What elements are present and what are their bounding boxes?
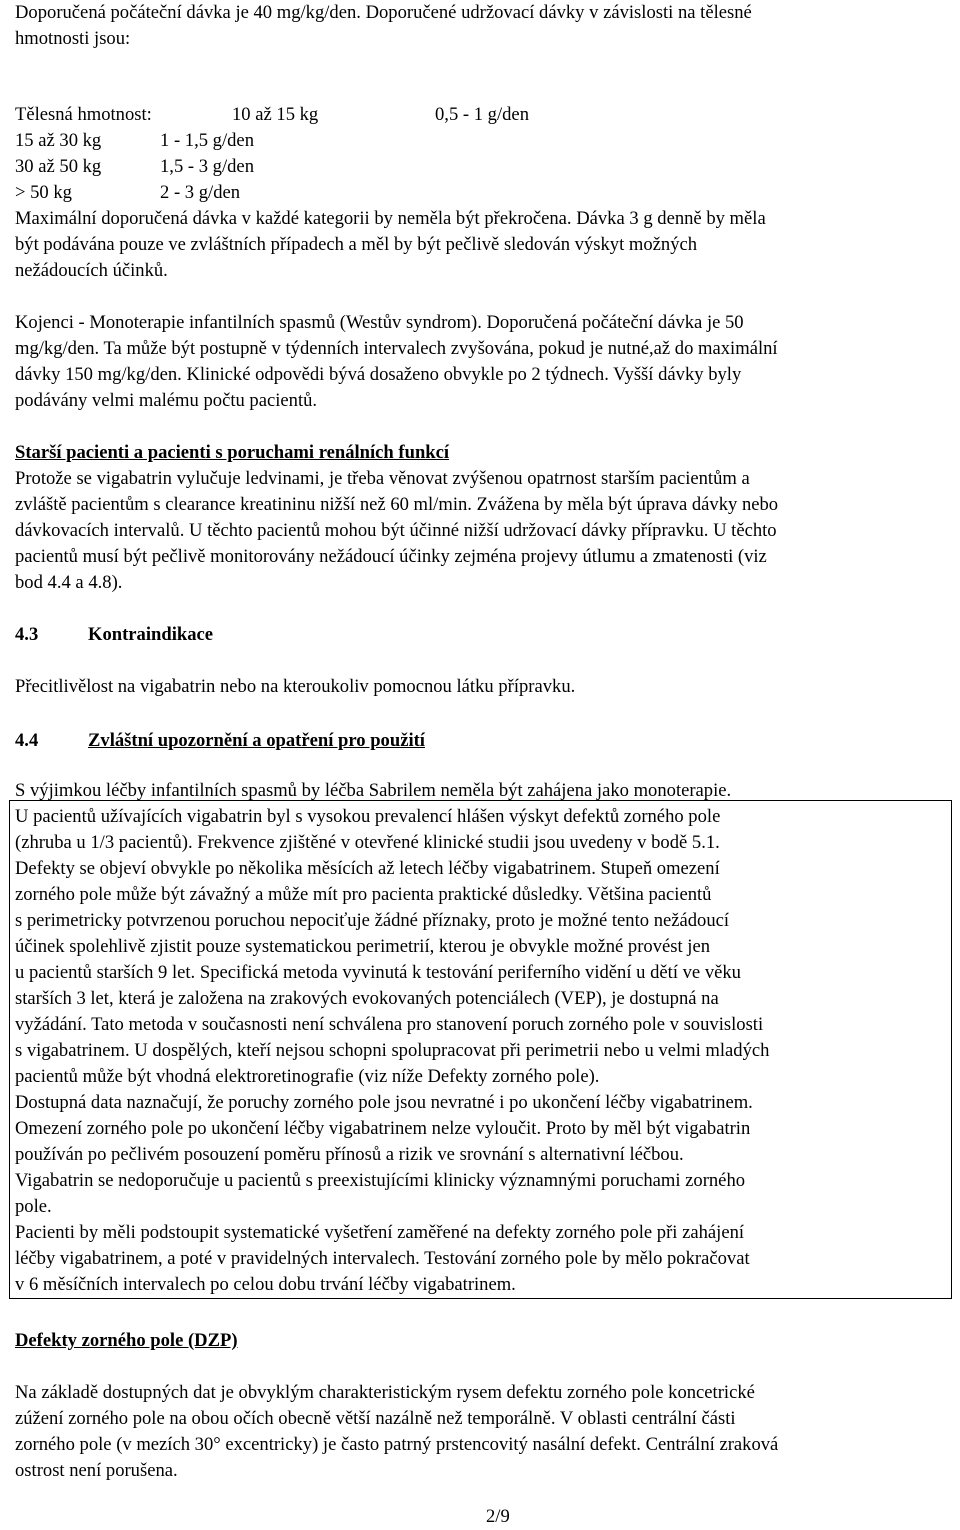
section-title: Zvláštní upozornění a opatření pro použití	[88, 730, 425, 751]
boxed-line: starších 3 let, která je založena na zrakových evokovaných potenciálech (VEP), je dostupná na	[15, 988, 719, 1009]
dzp-line-2: zúžení zorného pole na obou očích obecně větší nazálně než temporálně. V oblasti centrální části	[15, 1408, 736, 1429]
intro-line-2: hmotnosti jsou:	[15, 28, 131, 49]
infants-line-4: podávány velmi malému počtu pacientů.	[15, 390, 318, 411]
boxed-line: u pacientů starších 9 let. Specifická metoda vyvinutá k testování periferního vidění u dětí ve věku	[15, 962, 741, 983]
dzp-line-1: Na základě dostupných dat je obvyklým charakteristickým rysem defektu zorného pole koncetrické	[15, 1382, 755, 1403]
dose-table-weight: 15 až 30 kg	[15, 130, 102, 151]
dose-table-dose: 1,5 - 3 g/den	[160, 156, 254, 177]
section-4-4-heading	[15, 728, 425, 754]
dose-table-dose: 1 - 1,5 g/den	[160, 130, 254, 151]
boxed-line: Vigabatrin se nedoporučuje u pacientů s preexistujícími klinicky významnými poruchami zorného	[15, 1170, 746, 1191]
boxed-line: Defekty se objeví obvykle po několika měsících až letech léčby vigabatrinem. Stupeň omezení	[15, 858, 720, 879]
infants-line-1: Kojenci - Monoterapie infantilních spasmů (Westův syndrom). Doporučená počáteční dávka je 50	[15, 312, 744, 333]
dose-table-weight: > 50 kg	[15, 182, 72, 203]
section-title: Kontraindikace	[88, 624, 213, 645]
contraindication-text: Přecitlivělost na vigabatrin nebo na kteroukoliv pomocnou látku přípravku.	[15, 676, 576, 697]
max-dose-line-2: být podávána pouze ve zvláštních případech a měl by být pečlivě sledován výskyt možných	[15, 234, 698, 255]
section-number: 4.3	[15, 624, 39, 645]
elderly-heading: Starší pacienti a pacienti s poruchami renálních funkcí	[15, 442, 450, 463]
boxed-line: v 6 měsíčních intervalech po celou dobu trvání léčby vigabatrinem.	[15, 1274, 516, 1295]
boxed-line: U pacientů užívajících vigabatrin byl s vysokou prevalencí hlášen výskyt defektů zorného pole	[15, 806, 721, 827]
boxed-line: léčby vigabatrinem, a poté v pravidelných intervalech. Testování zorného pole by mělo pokračovat	[15, 1248, 750, 1269]
elderly-line-3: dávkovacích intervalů. U těchto pacientů mohou být účinné nižší udržovací dávky přípravku. U těchto	[15, 520, 777, 541]
infants-line-2: mg/kg/den. Ta může být postupně v týdenních intervalech zvyšována, pokud je nutné,až do maximální	[15, 338, 778, 359]
max-dose-line-3: nežádoucích účinků.	[15, 260, 168, 281]
boxed-line: pole.	[15, 1196, 52, 1217]
dose-table-weight: 30 až 50 kg	[15, 156, 102, 177]
elderly-line-1: Protože se vigabatrin vylučuje ledvinami, je třeba věnovat zvýšenou opatrnost starším pacientům a	[15, 468, 750, 489]
boxed-line: zorného pole může být závažný a může mít pro pacienta praktické důsledky. Většina pacientů	[15, 884, 712, 905]
monotherapy-line: S výjimkou léčby infantilních spasmů by léčba Sabrilem neměla být zahájena jako monoterapie.	[15, 780, 732, 801]
max-dose-line-1: Maximální doporučená dávka v každé kategorii by neměla být překročena. Dávka 3 g denně by měla	[15, 208, 766, 229]
dose-table-header-label: Tělesná hmotnost:	[15, 104, 152, 125]
dzp-heading: Defekty zorného pole (DZP)	[15, 1330, 238, 1351]
dzp-line-4: ostrost není porušena.	[15, 1460, 178, 1481]
dose-table-weight: 10 až 15 kg	[232, 104, 319, 125]
boxed-line: vyžádání. Tato metoda v současnosti není schválena pro stanovení poruch zorného pole v souvislosti	[15, 1014, 764, 1035]
boxed-line: (zhruba u 1/3 pacientů). Frekvence zjištěné v otevřené klinické studii jsou uvedeny v bodě 5.1.	[15, 832, 720, 853]
boxed-line: účinek spolehlivě zjistit pouze systematickou perimetrií, kterou je obvykle možné provést jen	[15, 936, 711, 957]
intro-line-1: Doporučená počáteční dávka je 40 mg/kg/den. Doporučené udržovací dávky v závislosti na tělesné	[15, 2, 752, 23]
elderly-line-4: pacientů musí být pečlivě monitorovány nežádoucí účinky zejména projevy útlumu a zmatenosti (viz	[15, 546, 767, 567]
dose-table-dose: 0,5 - 1 g/den	[435, 104, 529, 125]
section-4-3-heading	[15, 622, 213, 648]
dzp-line-3: zorného pole (v mezích 30° excentricky) je často patrný prstencovitý nasální defekt. Centrální zraková	[15, 1434, 779, 1455]
infants-line-3: dávky 150 mg/kg/den. Klinické odpovědi bývá dosaženo obvykle po 2 týdnech. Vyšší dávky byly	[15, 364, 742, 385]
elderly-line-5: bod 4.4 a 4.8).	[15, 572, 123, 593]
boxed-line: používán po pečlivém posouzení poměru přínosů a rizik ve srovnání s alternativní léčbou.	[15, 1144, 684, 1165]
boxed-line: s vigabatrinem. U dospělých, kteří nejsou schopni spolupracovat při perimetrii nebo u velmi mladých	[15, 1040, 770, 1061]
section-number: 4.4	[15, 730, 39, 751]
boxed-line: Dostupná data naznačují, že poruchy zorného pole jsou nevratné i po ukončení léčby vigabatrinem.	[15, 1092, 753, 1113]
boxed-line: pacientů může být vhodná elektroretinografie (viz níže Defekty zorného pole).	[15, 1066, 600, 1087]
page-number: 2/9	[486, 1506, 510, 1527]
elderly-line-2: zvláště pacientům s clearance kreatininu nižší než 60 ml/min. Zvážena by měla být úprava dávky nebo	[15, 494, 779, 515]
boxed-line: s perimetricky potvrzenou poruchou nepociťuje žádné příznaky, proto je možné tento nežádoucí	[15, 910, 730, 931]
dose-table-dose: 2 - 3 g/den	[160, 182, 241, 203]
boxed-line: Omezení zorného pole po ukončení léčby vigabatrinem nelze vyloučit. Proto by měl být vigabatrin	[15, 1118, 751, 1139]
boxed-line: Pacienti by měli podstoupit systematické vyšetření zaměřené na defekty zorného pole při zahájení	[15, 1222, 745, 1243]
